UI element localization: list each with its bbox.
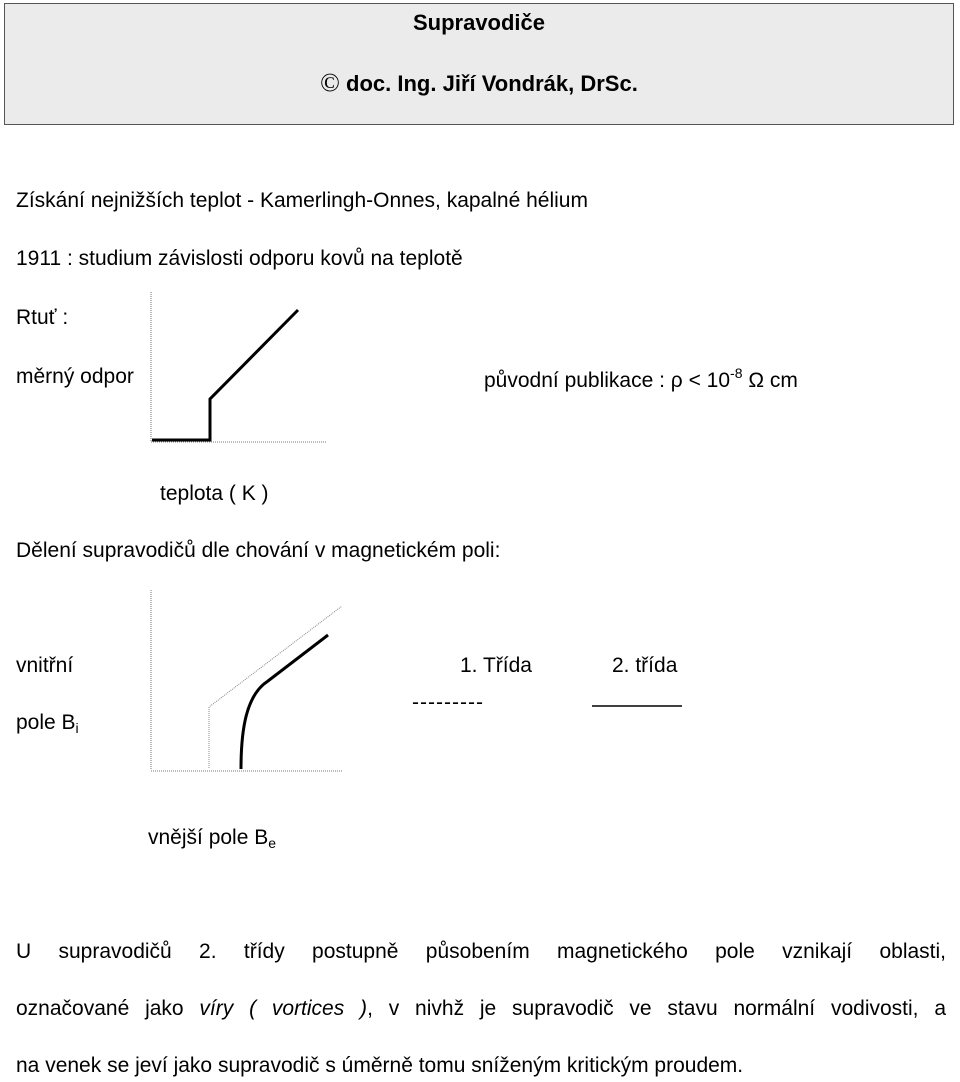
paragraph-line-3: na venek se jeví jako supravodič s úměrně tomu sníženým kritickým proudem. [16,1054,744,1077]
legend-class-1: 1. Třída [460,654,532,677]
figure1-note-suffix: Ω cm [748,369,798,392]
intro-line-2: 1911 : studium závislosti odporu kovů na teplotě [16,247,463,270]
copyright-symbol: © [320,68,340,97]
figure1-note-exponent: -8 [730,365,743,381]
figure1-graph [151,292,326,442]
figure2-y-label-sub: i [75,720,79,736]
paragraph-line-2-end: , v nivhž je supravodič ve stavu normální vodivosti, a [367,997,947,1020]
figure2-class2-curve [241,635,328,769]
figure2-x-label-sub: e [268,835,277,851]
figure1-y-label: měrný odpor [16,365,134,388]
author-name: doc. Ing. Jiří Vondrák, DrSc. [346,71,638,96]
paragraph-line-1: U supravodičů 2. třídy postupně působením magnetického pole vznikají oblasti, [16,940,946,963]
figure2-y-label-1: vnitřní [16,654,74,677]
page-title: Supravodiče [412,10,546,35]
figure2-y-label-main: pole B [16,711,76,734]
figure1-note-prefix: původní publikace : ρ < 10 [484,369,731,392]
legend-class-1-dashes: --------- [412,691,484,714]
intro-line-3: Rtuť : [16,306,69,329]
legend-class-2: 2. třída [612,654,678,677]
figure1-x-label: teplota ( K ) [160,482,269,505]
figure1-curve [152,310,298,440]
figure2-x-label-main: vnější pole B [148,826,269,849]
intro-line-1: Získání nejnižších teplot - Kamerlingh-Onnes, kapalné hélium [16,189,588,212]
paragraph-line-2-start: označované jako [16,997,200,1020]
figure2-graph [151,590,342,771]
section2-heading: Dělení supravodičů dle chování v magnetickém poli: [16,539,501,562]
paragraph-italic-term: víry ( vortices ) [199,997,368,1020]
figure2-class1-curve [209,606,342,768]
